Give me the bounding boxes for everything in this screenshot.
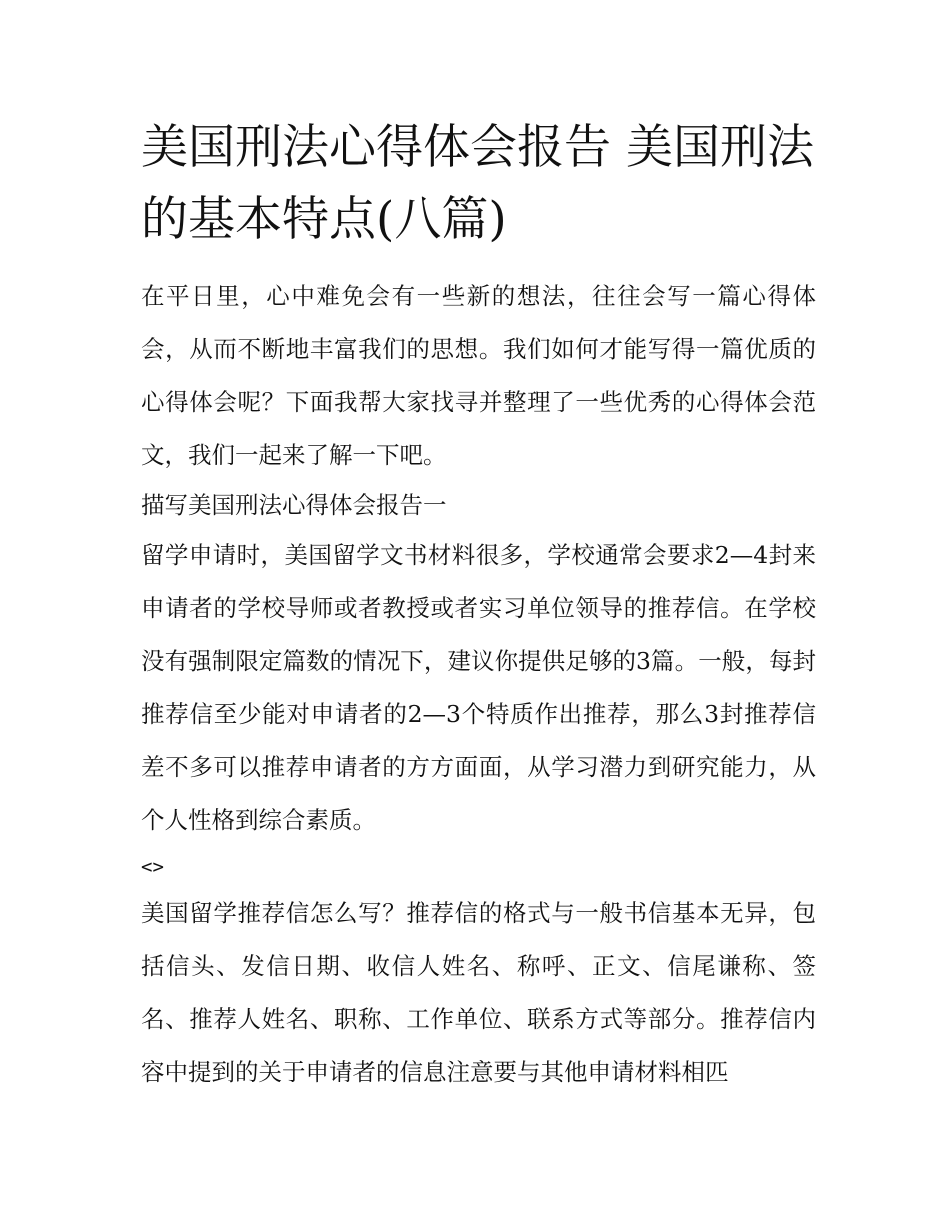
document-title: 美国刑法心得体会报告 美国刑法的基本特点(八篇) <box>141 120 814 247</box>
document-content <box>141 112 816 1099</box>
section-heading: 描写美国刑法心得体会报告一 <box>141 491 447 519</box>
intro-paragraph: 在平日里，心中难免会有一些新的想法，往往会写一篇心得体会，从而不断地丰富我们的思想。我们如何才能写得一篇优质的心得体会呢？下面我帮大家找寻并整理了一些优秀的心得体会范文，我们一起来了解一下吧。 <box>141 282 816 469</box>
body-paragraph-1: 留学申请时，美国留学文书材料很多，学校通常会要求2—4封来申请者的学校导师或者教授或者实习单位领导的推荐信。在学校没有强制限定篇数的情况下，建议你提供足够的3篇。一般，每封推荐信至少能对申请者的2—3个特质作出推荐，那么3封推荐信差不多可以推荐申请者的方方面面，从学习潜力到研究能力，从个人性格到综合素质。 <box>141 541 816 834</box>
document-body <box>141 270 816 1099</box>
marker-text: <> <box>141 856 164 878</box>
body-paragraph-2: 美国留学推荐信怎么写？推荐信的格式与一般书信基本无异，包括信头、发信日期、收信人姓名、称呼、正文、信尾谦称、签名、推荐人姓名、职称、工作单位、联系方式等部分。推荐信内容中提到的关于申请者的信息注意要与其他申请材料相匹 <box>141 899 816 1086</box>
